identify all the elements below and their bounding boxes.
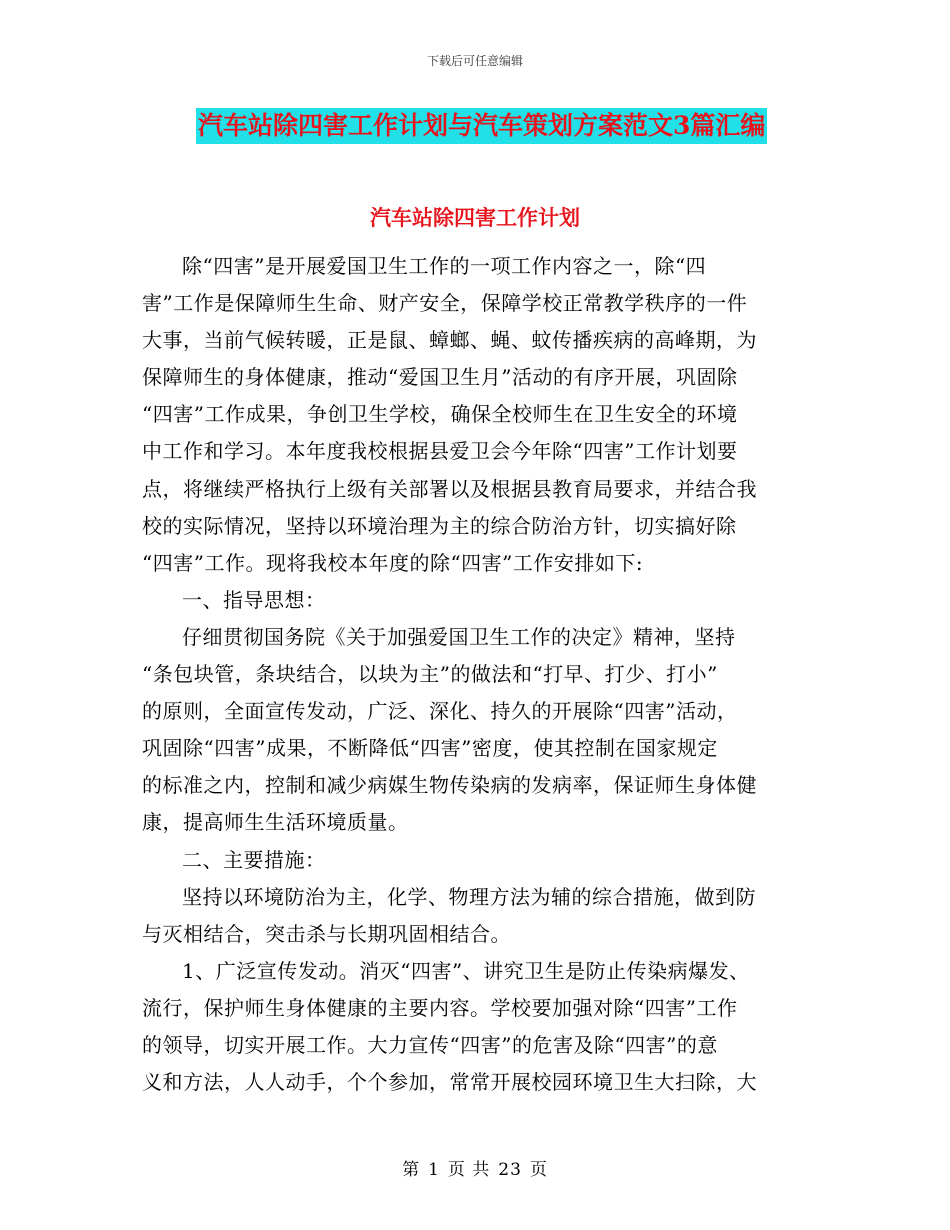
paragraph-intro: 除“四害”是开展爱国卫生工作的一项工作内容之一，除“四 害”工作是保障师生生命、财产安全，保障学校正常教学秩序的一件 大事，当前气候转暖，正是鼠、蟑螂、蝇、蚊传播疾病的高峰期，为 保障师生的身体健康，推动“爱国卫生月”活动的有序开展，巩固除 “四害”工作成果，争创卫生学校，确保全校师生在卫生安全的环境 中工作和学习。本年度我校根据县爱卫会今年除“四害”工作计划要 点，将继续严格执行上级有关部署以及根据县教育局要求，并结合我 校的实际情况，坚持以环境治理为主的综合防治方针，切实搞好除 “四害”工作。现将我校本年度的除“四害”工作安排如下: <box>142 254 757 575</box>
header-note: 下载后可任意编辑 <box>426 54 523 68</box>
footer-suffix: 页 <box>529 1160 548 1180</box>
heading-main-measures: 二、主要措施： <box>182 847 326 872</box>
footer-prefix: 第 <box>402 1160 421 1180</box>
footer-mid: 页 共 <box>447 1160 491 1180</box>
page-footer <box>0 1155 950 1180</box>
footer-total-pages: 23 <box>498 1160 522 1180</box>
document-title: 汽车站除四害工作计划与汽车策划方案范文3篇汇编 <box>196 108 767 144</box>
paragraph-publicity: 1、广泛宣传发动。消灭“四害”、讲究卫生是防止传染病爆发、 流行，保护师生身体健康的主要内容。学校要加强对除“四害”工作 的领导，切实开展工作。大力宣传“四害”的危害及除“四害”的意 义和方法，人人动手，个个参加，常常开展校园环境卫生大扫除，大 <box>142 958 757 1095</box>
paragraph-guiding-ideology: 仔细贯彻国务院《关于加强爱国卫生工作的决定》精神，坚持 “条包块管，条块结合，以块为主”的做法和“打早、打少、打小” 的原则，全面宣传发动，广泛、深化、持久的开展除“四害”活动， 巩固除“四害”成果，不断降低“四害”密度，使其控制在国家规定 的标准之内，控制和减少病媒生物传染病的发病率，保证师生身体健 康，提高师生生活环境质量。 <box>142 624 757 835</box>
footer-page-number: 1 <box>428 1160 440 1180</box>
section-title: 汽车站除四害工作计划 <box>370 205 580 230</box>
body-text <box>142 248 794 1101</box>
paragraph-main-measures: 坚持以环境防治为主，化学、物理方法为辅的综合措施，做到防 与灭相结合，突击杀与长期巩固相结合。 <box>142 884 756 946</box>
heading-guiding-ideology: 一、指导思想： <box>182 587 326 612</box>
